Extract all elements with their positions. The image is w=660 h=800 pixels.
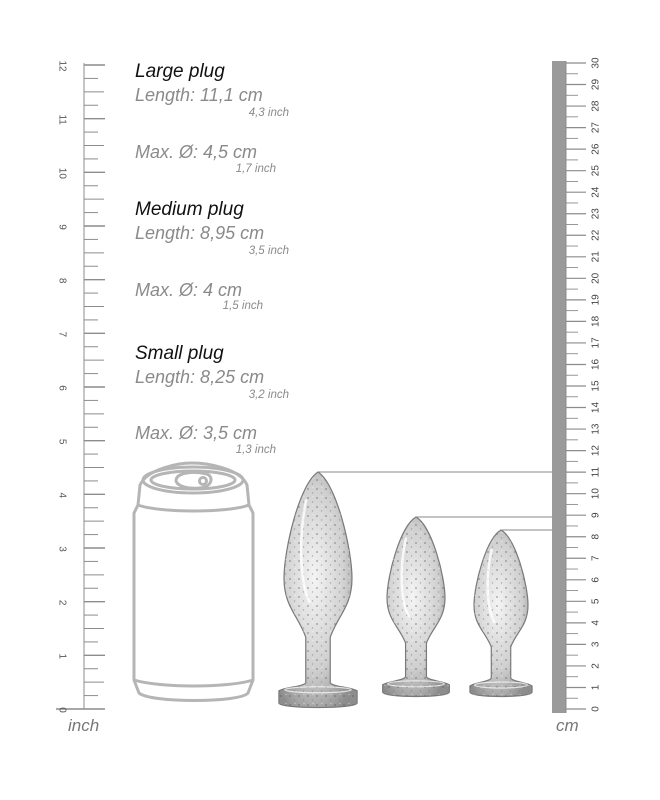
can-bottom-line — [134, 680, 253, 686]
small-plug-diameter: Max. Ø: 3,5 cm — [135, 423, 258, 443]
cm-tick-label: 3 — [590, 641, 602, 648]
cm-tick-label: 11 — [590, 466, 602, 478]
cm-tick-label: 17 — [590, 337, 602, 349]
medium-plug-diameter-inch: 1,5 inch — [222, 300, 263, 312]
small-plug-length-inch: 3,2 inch — [248, 389, 289, 401]
plug-glitter — [470, 530, 532, 697]
large-plug-length-inch: 4,3 inch — [248, 107, 289, 119]
cm-tick-label: 27 — [590, 122, 602, 134]
cm-tick-label: 12 — [590, 445, 602, 457]
inch-tick-label: 9 — [56, 224, 68, 230]
cm-tick-label: 8 — [590, 533, 602, 540]
plug-glitter — [279, 472, 357, 708]
medium-plug-length-inch: 3,5 inch — [248, 245, 289, 257]
plugs-illustration — [279, 472, 532, 708]
cm-tick-label: 23 — [590, 208, 602, 220]
medium-plug-title: Medium plug — [135, 199, 244, 220]
medium-plug — [383, 517, 450, 697]
cm-tick-label: 10 — [590, 488, 602, 500]
cm-tick-label: 20 — [590, 272, 602, 284]
cm-tick-label: 14 — [590, 401, 602, 414]
small-plug-title: Small plug — [135, 343, 224, 364]
cm-tick-label: 26 — [590, 143, 602, 155]
inch-tick-label: 8 — [56, 277, 68, 284]
small-plug — [470, 530, 532, 697]
small-plug-length: Length: 8,25 cm — [135, 367, 265, 387]
inch-tick-label: 1 — [56, 653, 68, 660]
cm-tick-label: 13 — [590, 423, 602, 435]
inch-tick-label: 4 — [56, 492, 68, 499]
inch-tick-label: 10 — [56, 167, 68, 179]
inch-tick-label: 2 — [56, 599, 68, 606]
cm-tick-label: 29 — [590, 78, 602, 91]
inch-tick-label: 0 — [56, 707, 68, 713]
inch-tick-label: 5 — [56, 438, 68, 445]
cm-tick-label: 7 — [590, 555, 602, 562]
small-plug-diameter-inch: 1,3 inch — [235, 444, 276, 456]
inch-tick-label: 6 — [56, 385, 68, 391]
cm-tick-label: 22 — [590, 229, 602, 241]
inch-tick-label: 3 — [56, 546, 68, 552]
cm-tick-label: 18 — [590, 315, 602, 327]
inch-unit-label: inch — [68, 716, 100, 735]
large-plug-diameter: Max. Ø: 4,5 cm — [135, 142, 258, 162]
soda-can-illustration — [134, 463, 253, 701]
cm-tick-label: 16 — [590, 358, 602, 371]
cm-tick-label: 9 — [590, 512, 602, 518]
cm-tick-label: 25 — [590, 165, 602, 177]
medium-plug-diameter: Max. Ø: 4 cm — [135, 280, 243, 300]
cm-ruler — [552, 57, 602, 713]
cm-tick-label: 2 — [590, 663, 602, 669]
cm-tick-label: 15 — [590, 380, 602, 392]
cm-unit-label: cm — [556, 716, 579, 735]
large-plug — [279, 472, 357, 708]
large-plug-title: Large plug — [135, 61, 225, 82]
cm-ruler-bar — [552, 61, 566, 713]
inch-tick-label: 7 — [56, 331, 68, 338]
height-leader-lines — [318, 472, 552, 530]
cm-tick-label: 19 — [590, 294, 602, 306]
medium-plug-length: Length: 8,95 cm — [135, 223, 265, 243]
cm-tick-label: 30 — [590, 57, 602, 69]
cm-tick-label: 1 — [590, 684, 602, 691]
inch-tick-label: 12 — [56, 60, 68, 72]
large-plug-diameter-inch: 1,7 inch — [235, 163, 276, 175]
inch-tick-label: 11 — [56, 114, 68, 125]
inch-ruler — [56, 60, 105, 713]
cm-tick-label: 5 — [590, 598, 602, 605]
cm-tick-label: 4 — [590, 620, 602, 626]
plug-glitter — [383, 517, 450, 697]
cm-tick-label: 28 — [590, 100, 602, 112]
cm-tick-label: 24 — [590, 186, 602, 198]
can-tab-hole — [200, 478, 207, 485]
can-shoulder-line — [138, 505, 249, 511]
cm-tick-label: 6 — [590, 577, 602, 583]
cm-tick-label: 21 — [590, 251, 602, 263]
can-body — [134, 463, 253, 701]
large-plug-length: Length: 11,1 cm — [135, 85, 263, 105]
cm-tick-label: 0 — [590, 706, 602, 712]
